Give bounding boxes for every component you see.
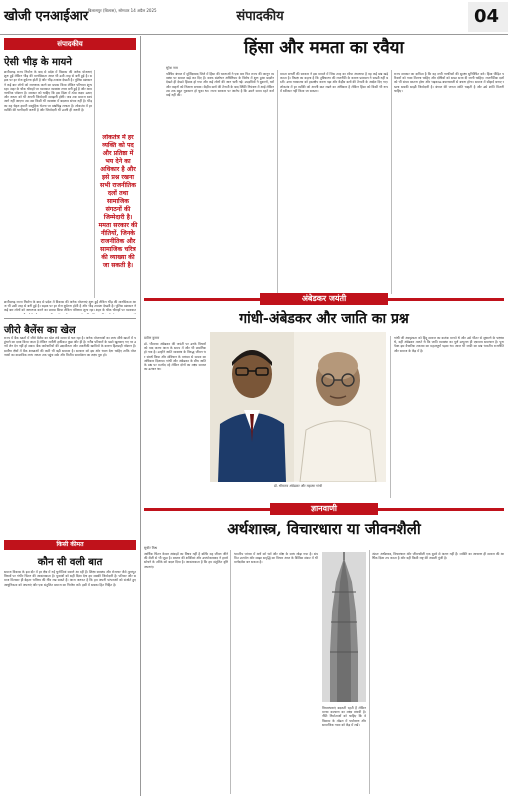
sidebar-divider — [94, 70, 95, 298]
sidebar-article1-title: ऐसी भीड़ के मायने — [4, 57, 72, 68]
main-body-col1: पश्चिम बंगाल में मुर्शिदाबाद जिले में हिंसा की घटनाओं ने एक बार फिर राज्य की कानून व्यवस्था पर सवाल खड़े कर दिए हैं। वक्फ संशोधन अधिनियम के विरोध में शुरू हुआ प्रदर्शन देखते ही देखते हिंसक हो गया और कई लोगों की जान चली गई। उपद्रवियों ने दुकानों, घरों और वाहनों को निशाना बनाया। केंद्रीय बलों की तैनाती के बाद स्थिति नियंत्रण में आई लेकिन तब तक बहुत नुकसान हो चुका था। राज्य सरकार पर आरोप है कि उसने समय रहते कार्रवाई नहीं की। — [166, 72, 274, 98]
sidebar-article3-body: समाज विकास के इस दौर में हर क्षेत्र में नई चुनौतियां सामने आ रही हैं। शिक्षा स्वास्थ्य और रोजगार जैसे मूलभूत विषयों पर गंभीर चिंतन की आवश्यकता है। युवाओं को सही दिशा देना हम सबकी जिम्मेदारी है। परिवार और समाज मिलकर ही बेहतर भविष्य की नींव रख सकते हैं। आज जरूरत है कि हम अपनी परंपराओं को संजोते हुए आधुनिकता को अपनाएं और एक संतुलित समाज का निर्माण करें। इसी में सबका हित निहित है। — [4, 570, 136, 587]
gyanvani-body-col2: भारतीय परंपरा में अर्थ को धर्म और मोक्ष के साथ जोड़ा गया है। संयमित उपभोग और साझा समृद्धि का विचार आज के वैश्विक संकट में भी मार्गदर्शक बन सकता है। — [234, 552, 318, 565]
sidebar-quote: लोकतंत्र में हर व्यक्ति को पद और प्रतिष्ठा में भय देने का अधिकार है और इसे प्रश्न रखना सभी राजनीतिक दलों तथा सामाजिक संगठनों की जिम्मेदारी है। ममता सरकार की नीतियों, जिनके राजनीतिक और सामाजिक चरित्र की व्याख्या की जा सकती है। — [98, 134, 138, 269]
page-number: 04 — [474, 6, 500, 27]
ambedkar-right-body: गांधी जी अस्पृश्यता को हिंदू समाज का कलंक मानते थे और उसे भीतर से सुधारने के पक्षधर थे, वहीं अंबेडकर मानते थे कि जाति व्यवस्था का पूर्ण उन्मूलन ही एकमात्र समाधान है। पूना पैक्ट इस वैचारिक टकराव का महत्वपूर्ण पड़ाव था। आज भी जाति का प्रश्न भारतीय राजनीति और समाज के केंद्र में है। — [394, 336, 504, 353]
ambedkar-photo-caption: डॉ. भीमराव अंबेडकर और महात्मा गांधी — [273, 484, 323, 488]
sidebar-rule-1 — [4, 318, 136, 319]
main-col-divider-2 — [391, 70, 392, 294]
ambedkar-col-divider — [390, 336, 391, 498]
temple-photo — [322, 552, 366, 702]
ambedkar-left-body: डॉ. भीमराव अंबेडकर की जयंती पर उनके विचारों को याद करना आज के समय में और भी प्रासंगिक हो गया है। उन्होंने जाति व्यवस्था के विरुद्ध जीवन भर संघर्ष किया और संविधान के माध्यम से समता का अधिकार दिलाया। गांधी और अंबेडकर के बीच जाति के प्रश्न पर मतभेद रहे लेकिन दोनों का लक्ष्य समाज का उत्थान था। — [144, 342, 206, 372]
dateline: बिलासपुर (बिलास), सोमवार 14 अप्रैल 2025 — [88, 8, 157, 13]
ambedkar-author: प्रवीण कुमार — [144, 336, 160, 340]
ambedkar-headline: गांधी-अंबेडकर और जाति का प्रश्न — [239, 311, 409, 327]
section-title: संपादकीय — [236, 9, 284, 24]
main-body-col2: ममता बनर्जी की सरकार ने इस मामले में जिस तरह का रवैया अपनाया है वह कई प्रश्न खड़े करता है। विपक्ष का कहना है कि तुष्टिकरण की राजनीति के कारण प्रशासन ने सख्ती नहीं बरती। उच्च न्यायालय को हस्तक्षेप करना पड़ा और केंद्रीय बलों की तैनाती के आदेश दिए गए। लोकतंत्र में हर व्यक्ति को अपनी बात रखने का अधिकार है लेकिन हिंसा को किसी भी रूप में स्वीकार नहीं किया जा सकता। — [280, 72, 388, 93]
gyanvani-body-col3: विचारधाराएं बदलती रहती हैं लेकिन मानव कल्याण का लक्ष्य स्थायी है। नीति निर्माताओं को चाहिए कि वे विकास के मॉडल में पर्यावरण और सामाजिक न्याय को केंद्र में रखें। — [322, 706, 366, 727]
sidebar-article3-label: किसी कीमत — [4, 540, 136, 550]
main-col-divider-1 — [277, 70, 278, 294]
main-headline: हिंसा और ममता का रवैया — [244, 38, 404, 58]
gyanvani-body-col4: अंततः अर्थशास्त्र, विचारधारा और जीवनशैली एक दूसरे से अलग नहीं हैं। व्यक्ति का आचरण ही समाज की आर्थिक दिशा तय करता है और यही किसी राष्ट्र की असली पूंजी है। — [372, 552, 504, 561]
column-divider — [140, 36, 141, 796]
sidebar-article2-body: राज्य में बैंक खातों में जीरो बैलेंस का खेल लंबे समय से चल रहा है। अनेक योजनाओं का लाभ सीधे खातों में पहुंचाने का दावा किया जाता है लेकिन जमीनी हकीकत कुछ और ही है। गरीब परिवारों के खाते खुलवाए गए पर उनमें लेन देन नहीं हो सका। बैंक कर्मचारियों की उदासीनता और तकनीकी खामियों के कारण हितग्राही परेशान हैं। ग्रामीण क्षेत्रों में बैंक शाखाओं की कमी भी बड़ी समस्या है। सरकार को इस ओर ध्यान देना चाहिए ताकि योजनाओं का वास्तविक लाभ जनता तक पहुंच सके और वित्तीय समावेशन का लक्ष्य पूरा हो। — [4, 336, 136, 357]
gyanvani-col-divider-2 — [369, 550, 370, 794]
ambedkar-band-label: अंबेडकर जयंती — [260, 293, 388, 305]
masthead: खोजी एनआईआर — [4, 9, 89, 24]
ambedkar-gandhi-photo — [210, 332, 386, 482]
gyanvani-band-label: ज्ञानवाणी — [270, 503, 378, 515]
main-author: सुरेश नाम — [166, 66, 178, 70]
sidebar-article1-body-cont: छत्तीसगढ़ राज्य निर्माण के बाद से प्रदेश में विकास की अनेक योजनाएं शुरू हुईं लेकिन भीड़ की मानसिकता आज भी उसी तरह से बनी हुई है। सड़क पर हर रोज दुर्घटना होती है और भीड़ तमाशा देखती है। पुलिस प्रशासन ने कई बार लोगों को जागरूक करने का प्रयास किया लेकिन परिणाम शून्य रहा। शहर के चौक चौराहों पर यातायात — [4, 300, 136, 313]
sidebar-article2-title: जीरो बैलेंस का खेल — [4, 325, 76, 336]
sidebar-article3-title: कौन सी वली बात — [37, 557, 103, 568]
main-body-col3: राज्य सरकार का दायित्व है कि वह सभी नागरिकों की सुरक्षा सुनिश्चित करे। हिंसा पीड़ित परिवारों को न्याय मिलना चाहिए और दोषियों को सख्त सजा दी जानी चाहिए। राजनीतिक दलों को भी संयम बरतना होगा और भड़काऊ बयानबाजी से बचना होगा। समाज में सौहार्द बनाए रखना सबकी साझी जिम्मेदारी है। बंगाल की जनता शांति चाहती है और उसे शांति मिलनी चाहिए। — [394, 72, 504, 93]
gyanvani-col-divider-1 — [230, 550, 231, 794]
gyanvani-body-col1: आर्थिक चिंतन केवल आंकड़ों का विषय नहीं है बल्कि यह जीवन जीने की शैली से भी जुड़ा है। बाजार की शक्तियां और उपभोक्तावाद ने हमारे सोचने के तरीके को बदल दिया है। आवश्यकता है कि हम संतुलित दृष्टि अपनाएं। — [144, 552, 228, 569]
gyanvani-headline: अर्थशास्त्र, विचारधारा या जीवनशैली — [227, 520, 421, 538]
gyanvani-author: सुधीर मिश्र — [144, 546, 158, 550]
sidebar-article1-body: छत्तीसगढ़ राज्य निर्माण के बाद से प्रदेश में विकास की अनेक योजनाएं शुरू हुईं लेकिन भीड़ की मानसिकता आज भी उसी तरह से बनी हुई है। सड़क पर हर रोज दुर्घटना होती है और भीड़ तमाशा देखती है। पुलिस प्रशासन ने कई बार लोगों को जागरूक करने का प्रयास किया लेकिन परिणाम शून्य रहा। शहर के चौक चौराहों पर यातायात व्यवस्था लचर बनी हुई है और आम नागरिक परेशान है। सरकार को चाहिए कि इस दिशा में ठोस कदम उठाए और जनता को भी अपनी जिम्मेदारी समझनी होगी। जब तक समाज स्वयं आगे नहीं आएगा तब तक किसी भी व्यवस्था में बदलाव संभव नहीं है। भीड़ का यह चेहरा हमारी सामूहिक चेतना पर प्रश्नचिह्न लगाता है। लोकतंत्र में हर व्यक्ति की भागीदारी जरूरी है और जिम्मेदारी भी उतनी ही जरूरी है। — [4, 70, 92, 112]
sidebar-section-label: संपादकीय — [4, 38, 136, 50]
